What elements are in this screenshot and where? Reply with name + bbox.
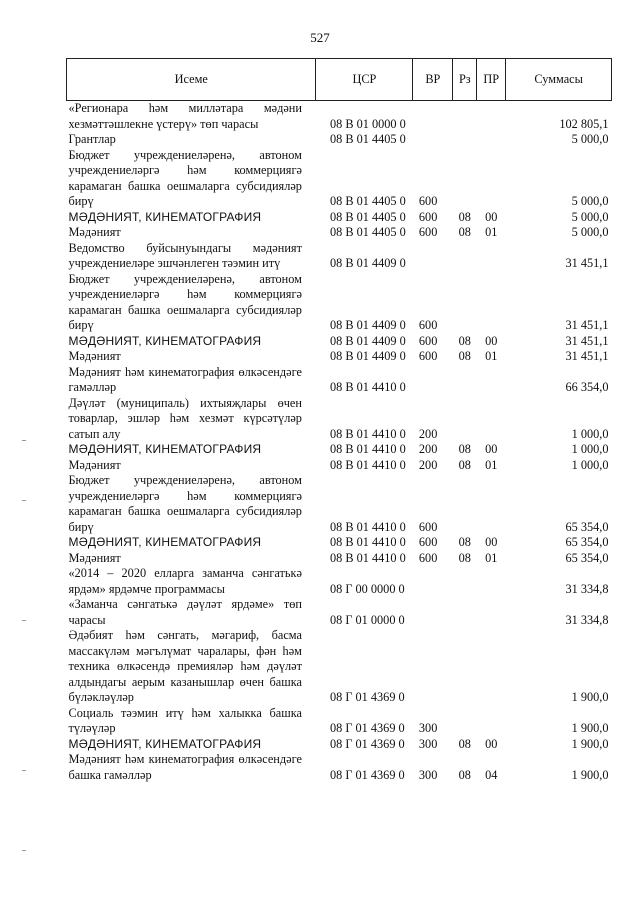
table-row bbox=[67, 458, 612, 474]
cell-sum: 1 000,0 bbox=[571, 442, 609, 456]
cell-rz bbox=[453, 272, 477, 334]
cell-rz bbox=[453, 597, 477, 628]
cell-sum: 1 000,0 bbox=[571, 457, 609, 472]
cell-name: Бюджет учреждениеләренә, автоном учреждениеләргә һәм коммерциягә карамаган башка оешмаларга субсидияләр бирү bbox=[68, 473, 302, 534]
cell-vr: 200 bbox=[418, 426, 438, 441]
cell-pr: 00 bbox=[485, 442, 498, 456]
table-row bbox=[67, 706, 612, 737]
cell-rz: 08 bbox=[458, 535, 471, 549]
cell-rz bbox=[453, 365, 477, 396]
cell-vr: 600 bbox=[418, 209, 438, 224]
table-row bbox=[67, 349, 612, 365]
cell-vr bbox=[413, 597, 453, 628]
cell-name: Ведомство буйсынуындагы мәдәният учреждениеләре эшчәнлеген тәэмин итү bbox=[68, 240, 302, 270]
cell-name: «Регионара һәм милләтара мәдәни хезмәттәшлекне үстерү» төп чарасы bbox=[68, 101, 302, 131]
cell-pr bbox=[477, 396, 506, 443]
cell-vr: 300 bbox=[418, 767, 438, 782]
cell-pr: 00 bbox=[485, 333, 498, 348]
cell-name: «2014 – 2020 елларга заманча сәнгатькә ярдәм» ярдәмче программасы bbox=[68, 566, 302, 596]
cell-name: Социаль тәэмин итү һәм халыкка башка түләүләр bbox=[68, 705, 302, 735]
table-row bbox=[67, 535, 612, 551]
table-row bbox=[67, 241, 612, 272]
cell-name: МӘДӘНИЯТ, КИНЕМАТОГРАФИЯ bbox=[68, 442, 262, 456]
header-vr: ВР bbox=[413, 59, 453, 101]
cell-sum: 1 900,0 bbox=[571, 721, 609, 735]
table-row bbox=[67, 365, 612, 396]
cell-sum: 31 451,1 bbox=[565, 256, 609, 270]
cell-sum: 5 000,0 bbox=[571, 194, 609, 208]
cell-name: Бюджет учреждениеләренә, автоном учреждениеләргә һәм коммерциягә карамаган башка оешмаларга субсидияләр бирү bbox=[68, 147, 302, 208]
table-row bbox=[67, 148, 612, 210]
cell-name: МӘДӘНИЯТ, КИНЕМАТОГРАФИЯ bbox=[68, 333, 262, 348]
cell-rz bbox=[453, 148, 477, 210]
cell-rz: 08 bbox=[458, 225, 471, 239]
cell-sum: 31 334,8 bbox=[565, 612, 609, 627]
cell-pr: 00 bbox=[485, 209, 498, 224]
cell-csr: 08 В 01 4410 0 bbox=[329, 457, 406, 472]
cell-sum: 65 354,0 bbox=[565, 535, 609, 549]
cell-rz: 08 bbox=[458, 457, 471, 472]
cell-vr bbox=[413, 566, 453, 597]
cell-sum: 5 000,0 bbox=[571, 225, 609, 239]
cell-sum: 66 354,0 bbox=[565, 380, 609, 394]
cell-sum: 5 000,0 bbox=[571, 132, 609, 146]
cell-vr: 300 bbox=[418, 736, 438, 751]
cell-name: МӘДӘНИЯТ, КИНЕМАТОГРАФИЯ bbox=[68, 209, 262, 224]
cell-pr: 00 bbox=[485, 535, 498, 549]
table-row bbox=[67, 473, 612, 535]
cell-rz: 08 bbox=[458, 550, 471, 565]
cell-sum: 65 354,0 bbox=[565, 519, 609, 534]
cell-csr: 08 Г 01 4369 0 bbox=[329, 690, 405, 704]
cell-csr: 08 В 01 4409 0 bbox=[329, 256, 406, 270]
cell-vr: 300 bbox=[418, 721, 438, 735]
table-row bbox=[67, 597, 612, 628]
cell-vr: 600 bbox=[418, 225, 438, 239]
table-row bbox=[67, 132, 612, 148]
header-sum: Суммасы bbox=[506, 59, 612, 101]
cell-pr: 00 bbox=[485, 736, 498, 751]
table-row bbox=[67, 566, 612, 597]
margin-mark bbox=[22, 500, 26, 501]
cell-pr: 01 bbox=[485, 550, 498, 565]
cell-sum: 102 805,1 bbox=[559, 116, 609, 131]
table-row bbox=[67, 272, 612, 334]
cell-vr: 600 bbox=[418, 194, 438, 208]
cell-sum: 31 451,1 bbox=[565, 349, 609, 363]
cell-csr: 08 В 01 4405 0 bbox=[329, 209, 406, 224]
cell-pr bbox=[477, 148, 506, 210]
cell-sum: 1 900,0 bbox=[571, 767, 609, 782]
cell-vr bbox=[413, 241, 453, 272]
table-row bbox=[67, 628, 612, 706]
cell-csr: 08 В 01 4405 0 bbox=[329, 225, 406, 239]
cell-pr bbox=[477, 597, 506, 628]
cell-pr bbox=[477, 473, 506, 535]
cell-name: МӘДӘНИЯТ, КИНЕМАТОГРАФИЯ bbox=[68, 535, 262, 549]
cell-rz bbox=[453, 132, 477, 148]
cell-csr: 08 В 01 4405 0 bbox=[329, 194, 406, 208]
table-header bbox=[67, 59, 612, 101]
cell-pr bbox=[477, 241, 506, 272]
page-number: 527 bbox=[310, 30, 330, 45]
cell-csr: 08 Г 01 4369 0 bbox=[329, 736, 405, 751]
table-row bbox=[67, 752, 612, 783]
cell-name: Бюджет учреждениеләренә, автоном учреждениеләргә һәм коммерциягә карамаган башка оешмаларга субсидияләр бирү bbox=[68, 271, 302, 332]
cell-sum: 1 900,0 bbox=[571, 690, 609, 704]
cell-rz bbox=[453, 473, 477, 535]
cell-pr bbox=[477, 628, 506, 706]
cell-sum: 65 354,0 bbox=[565, 550, 609, 565]
table-row bbox=[67, 442, 612, 458]
cell-csr: 08 В 01 4410 0 bbox=[329, 380, 406, 394]
cell-csr: 08 В 01 4405 0 bbox=[329, 132, 406, 146]
cell-vr: 600 bbox=[418, 333, 438, 348]
cell-rz: 08 bbox=[458, 349, 471, 363]
cell-rz: 08 bbox=[458, 333, 471, 348]
cell-csr: 08 Г 01 4369 0 bbox=[329, 721, 405, 735]
table-row bbox=[67, 334, 612, 350]
cell-csr: 08 Г 00 0000 0 bbox=[329, 581, 405, 596]
cell-csr: 08 В 01 4410 0 bbox=[329, 519, 406, 534]
cell-vr: 600 bbox=[418, 535, 438, 549]
cell-vr: 600 bbox=[418, 550, 438, 565]
cell-vr bbox=[413, 101, 453, 133]
cell-csr: 08 В 01 4410 0 bbox=[329, 426, 406, 441]
cell-vr bbox=[413, 628, 453, 706]
cell-sum: 1 900,0 bbox=[571, 736, 609, 751]
table-row bbox=[67, 551, 612, 567]
cell-pr: 04 bbox=[485, 767, 498, 782]
margin-mark bbox=[22, 850, 26, 851]
cell-csr: 08 Г 01 0000 0 bbox=[329, 612, 405, 627]
cell-vr: 600 bbox=[418, 519, 438, 534]
cell-sum: 31 451,1 bbox=[565, 318, 609, 332]
cell-vr: 600 bbox=[418, 318, 438, 332]
cell-pr bbox=[477, 272, 506, 334]
budget-table bbox=[66, 58, 612, 783]
cell-csr: 08 В 01 4409 0 bbox=[329, 333, 406, 348]
cell-pr bbox=[477, 101, 506, 133]
cell-csr: 08 В 01 4410 0 bbox=[329, 442, 406, 456]
cell-pr: 01 bbox=[485, 349, 498, 363]
cell-pr: 01 bbox=[485, 457, 498, 472]
cell-rz bbox=[453, 706, 477, 737]
cell-sum: 5 000,0 bbox=[571, 209, 609, 224]
cell-pr: 01 bbox=[485, 225, 498, 239]
table-row bbox=[67, 225, 612, 241]
cell-name: Мәдәният һәм кинематография өлкәсендәге башка гамәлләр bbox=[68, 752, 302, 782]
cell-name: МӘДӘНИЯТ, КИНЕМАТОГРАФИЯ bbox=[68, 736, 262, 751]
cell-pr bbox=[477, 132, 506, 148]
cell-csr: 08 В 01 0000 0 bbox=[329, 116, 406, 131]
header-pr: ПР bbox=[477, 59, 506, 101]
cell-sum: 31 451,1 bbox=[565, 333, 609, 348]
cell-csr: 08 Г 01 4369 0 bbox=[329, 767, 405, 782]
header-name: Исеме bbox=[67, 59, 316, 101]
margin-mark bbox=[22, 620, 26, 621]
table-row bbox=[67, 737, 612, 753]
cell-name: Грантлар bbox=[68, 132, 116, 146]
cell-sum: 1 000,0 bbox=[571, 426, 609, 441]
cell-name: Мәдәният bbox=[68, 225, 121, 239]
cell-name: Мәдәният һәм кинематография өлкәсендәге гамәлләр bbox=[68, 364, 302, 394]
cell-pr bbox=[477, 706, 506, 737]
cell-pr bbox=[477, 566, 506, 597]
cell-pr bbox=[477, 365, 506, 396]
cell-vr: 200 bbox=[418, 442, 438, 456]
cell-csr: 08 В 01 4410 0 bbox=[329, 550, 406, 565]
cell-rz bbox=[453, 566, 477, 597]
header-rz: Рз bbox=[453, 59, 477, 101]
cell-rz: 08 bbox=[458, 767, 471, 782]
cell-rz bbox=[453, 396, 477, 443]
cell-rz: 08 bbox=[458, 209, 471, 224]
cell-vr: 600 bbox=[418, 349, 438, 363]
table-body bbox=[67, 101, 612, 784]
cell-vr bbox=[413, 365, 453, 396]
cell-name: Мәдәният bbox=[68, 349, 121, 363]
margin-mark bbox=[22, 770, 26, 771]
table-row bbox=[67, 101, 612, 133]
cell-sum: 31 334,8 bbox=[565, 581, 609, 596]
cell-rz bbox=[453, 628, 477, 706]
cell-rz: 08 bbox=[458, 736, 471, 751]
header-csr: ЦСР bbox=[316, 59, 413, 101]
cell-name: «Заманча сәнгатькә дәүләт ярдәме» төп чарасы bbox=[68, 597, 302, 627]
cell-vr: 200 bbox=[418, 457, 438, 472]
table-row bbox=[67, 396, 612, 443]
cell-rz bbox=[453, 241, 477, 272]
cell-name: Мәдәният bbox=[68, 457, 121, 472]
cell-rz bbox=[453, 101, 477, 133]
cell-name: Дәүләт (муниципаль) ихтыяҗлары өчен товарлар, эшләр һәм хезмәт күрсәтүләр сатып алу bbox=[68, 395, 302, 441]
cell-csr: 08 В 01 4410 0 bbox=[329, 535, 406, 549]
cell-rz: 08 bbox=[458, 442, 471, 456]
cell-csr: 08 В 01 4409 0 bbox=[329, 318, 406, 332]
cell-name: Әдәбият һәм сәнгать, мәгариф, басма массакүләм мәгълүмат чаралары, фән һәм техника өлкәсендә премияләр һәм дәүләт алдындагы аерым казанышлар өчен башка бүләкләүләр bbox=[68, 628, 302, 704]
margin-mark bbox=[22, 440, 26, 441]
cell-name: Мәдәният bbox=[68, 550, 121, 565]
cell-vr bbox=[413, 132, 453, 148]
table-row bbox=[67, 210, 612, 226]
cell-csr: 08 В 01 4409 0 bbox=[329, 349, 406, 363]
